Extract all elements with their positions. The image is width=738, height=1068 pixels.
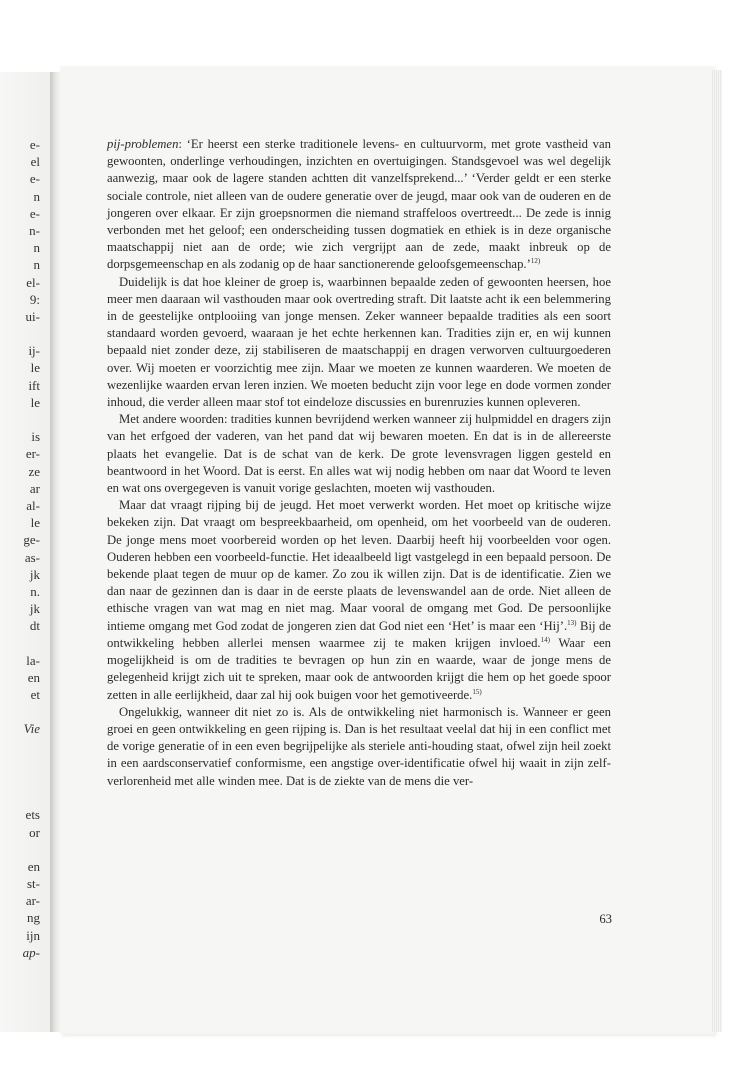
italic-text: pij-problemen: [107, 137, 179, 151]
line-fragment: 9:: [29, 291, 40, 307]
line-fragment: n-: [29, 222, 40, 238]
line-fragment: e-: [29, 171, 40, 187]
line-fragment: [0, 738, 40, 755]
line-fragment: e-: [29, 205, 40, 221]
line-fragment: [0, 772, 40, 789]
paragraph: [107, 497, 611, 703]
line-fragment: ap-: [22, 944, 40, 960]
footnote-ref: 15): [472, 687, 482, 696]
line-fragment: jk: [29, 601, 40, 617]
line-fragment: [0, 841, 40, 858]
line-fragment: le: [30, 360, 40, 376]
page-stack-edge: [712, 70, 722, 1032]
line-fragment: ze: [28, 463, 40, 479]
book-gutter: [50, 72, 60, 1032]
line-fragment: [0, 411, 40, 428]
text-run: Met andere woorden: tradities kunnen bevrijdend werken wanneer zij hulpmiddel en dragers zijn van het erfgoed der vaderen, van het pand dat wij bewaren moeten. En dat is in de allereerste plaats het evangelie. Dat is de schat van de kerk. De grote levensvragen liggen gesteld en beantwoord in het Woord. Dat is eerst. En alles wat wij nodig hebben om naar dat Woord te leven en wat ons overgegeven is vanuit vorige geslachten, moeten wij vasthouden.: [107, 412, 611, 496]
line-fragment: en: [27, 858, 40, 874]
text-run: Bij de ontwikkeling hebben allerlei mensen waarmee zij te maken krijgen invloed.: [107, 618, 611, 650]
line-fragment: [0, 325, 40, 342]
line-fragment: e-: [29, 137, 40, 152]
line-fragment: n.: [30, 583, 40, 599]
line-fragment: ij-: [28, 343, 40, 359]
footnote-ref: 14): [540, 635, 550, 644]
line-fragment: et: [30, 687, 40, 702]
line-fragment: el-: [26, 274, 40, 290]
line-fragment: ets: [25, 807, 40, 823]
footnote-ref: 12): [530, 257, 541, 266]
line-fragment: el: [30, 154, 40, 170]
line-fragment: er-: [25, 446, 40, 462]
line-fragment: [0, 703, 40, 720]
text-run: Maar dat vraagt rijping bij de jeugd. Het moet verwerkt worden. Het moet op kritische wijze bekeken zijn. Dat vraagt om bespreekbaarheid, om openheid, om het voorbeeld van de ouderen. De jonge mens moet voorbereid worden op het leven. Daarbij heeft hij voorbeelden voor ogen. Ouderen hebben een voorbeeld-functie. Het ideaalbeeld ligt vastgelegd in een bepaald persoon. De bekende plaat tegen de muur op de kamer. Zo zou ik willen zijn. Dat is de identificatie. Zien we dan naar de gezinnen dan is daar in de eerste plaats de levenswandel aan de orde. Niet alleen de ethische vragen van wat mag en niet mag. Maar vooral de omgang met God. De persoonlijke intieme omgang met God zodat de jongeren zien dat God niet een ‘Het’ is maar een ‘Hij’.: [107, 498, 611, 633]
line-fragment: ar: [29, 480, 40, 496]
paragraph: [107, 274, 611, 412]
text-run: Waar een mogelijkheid is om de tradities te bevragen op hun zin en waarde, waar de jonge mens de gelegenheid krijgt zich uit te spreken, maar ook de antwoorden krijgt die hem op het goede spoor zetten in alle eerlijkheid, daar zal hij ook buigen voor het gemotiveerde.: [107, 635, 611, 702]
line-fragment: [0, 789, 40, 806]
line-fragment: ng: [27, 910, 40, 926]
text-run: Duidelijk is dat hoe kleiner de groep is, waarbinnen bepaalde zeden of gewoonten heersen, hoe meer men daaraan wil vasthouden maar ook overtreding straft. Dit laatste acht ik een belemmering in de geestelijke ontplooiing van jonge mensen. Zeker wanneer bepaalde tradities als een soort standaard worden gevoerd, waaraan je het echte herkennen kan. Tradities zijn er, en wij kunnen bepaald niet zonder deze, zij stabiliseren de maatschappij en dragen verworven cultuurgoederen over. Wij moeten er voorzichtig mee zijn. Maar we moeten ze kunnen waarderen. We moeten de wezenlijke waarden ervan leren inzien. We moeten beducht zijn voor lege en dode vormen zonder inhoud, die verder alleen maar stof tot eindeloze discussies en burenruzies kunnen opleveren.: [107, 274, 611, 410]
line-fragment: n: [33, 240, 40, 256]
paragraph: [107, 411, 611, 497]
text-run: Ongelukkig, wanneer dit niet zo is. Als de ontwikkeling niet harmonisch is. Wanneer er geen groei en geen ontwikkeling en geen rijping is. Dan is het resultaat veelal dat hij in een conflict met de vorige generatie of in een even begrijpelijke als steriele anti-houding staat, ofwel zijn heil zoekt in een aardsconservatief conformisme, een angstige over-identificatie ofwel hij waait in zijn zelf-verlorenheid met alle winden mee. Dat is de ziekte van de mens die ver-: [107, 704, 611, 788]
line-fragment: n: [33, 257, 40, 273]
previous-page-line-endings: [0, 136, 40, 961]
line-fragment: [0, 755, 40, 772]
paragraph: [107, 704, 611, 790]
line-fragment: is: [31, 429, 40, 445]
line-fragment: le: [30, 394, 40, 410]
line-fragment: st-: [27, 876, 40, 892]
line-fragment: as-: [24, 549, 40, 565]
text-run: : ‘Er heerst een sterke traditionele levens- en cultuurvorm, met grote vastheid van gewoonten, onderlinge verhoudingen, inzichten en overtuigingen. Standsgevoel was wel degelijk aanwezig, maar ook de lagere standen achtten dit vanzelfsprekend...’ ‘Verder geldt er een sterke sociale controle, niet alleen van de oudere generatie over de jeugd, maar ook van de ouderen en de jongeren over elkaar. Er zijn groepsnormen die niemand straffeloos overtreedt... De zede is innig verbonden met het geloof; een onderscheiding tussen dogmatiek en ethiek is in deze organische maatschappij niet aan de orde; wie zich vergrijpt aan de zede, maakt inbreuk op de dorpsgemeenschap en als zodanig op de haar sanctionerende geloofsgemeenschap.’: [107, 137, 611, 272]
line-fragment: al-: [26, 497, 40, 513]
page-body-text: [107, 136, 611, 790]
line-fragment: or: [29, 824, 40, 840]
line-fragment: le: [30, 515, 40, 531]
page-number: 63: [599, 912, 612, 926]
line-fragment: [0, 634, 40, 651]
line-fragment: Vie: [23, 721, 40, 737]
line-fragment: n: [33, 188, 40, 204]
line-fragment: ift: [28, 377, 40, 393]
line-fragment: la-: [26, 652, 40, 668]
line-fragment: dt: [29, 618, 40, 634]
line-fragment: ui-: [25, 308, 40, 324]
line-fragment: ge-: [23, 532, 40, 548]
paragraph: [107, 136, 611, 274]
line-fragment: en: [27, 669, 40, 685]
footnote-ref: 13): [567, 618, 577, 627]
line-fragment: ar-: [25, 893, 40, 909]
line-fragment: ijn: [26, 927, 40, 943]
line-fragment: jk: [29, 566, 40, 582]
